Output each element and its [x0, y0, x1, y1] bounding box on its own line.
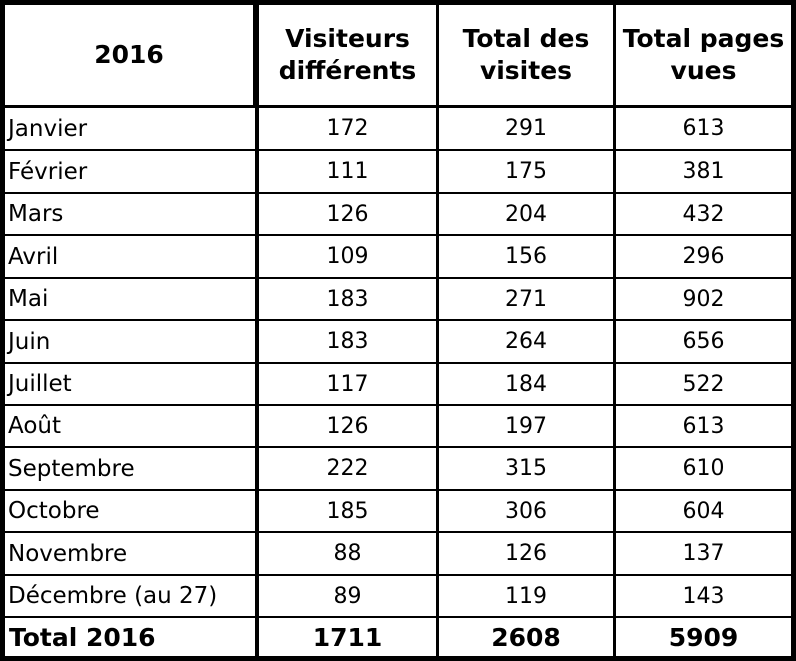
row-12-month: Décembre (au 27): [5, 576, 255, 616]
row-6-pages: 656: [616, 321, 791, 362]
row-10-visits: 306: [439, 491, 613, 531]
row-11-pages: 137: [616, 533, 791, 574]
row-9-visits: 315: [439, 448, 613, 489]
row-6-month: Juin: [5, 321, 255, 362]
header-visits: [439, 5, 613, 105]
row-6-visits: 264: [439, 321, 613, 362]
row-9-month: Septembre: [5, 448, 255, 489]
row-4-visits: 156: [439, 236, 613, 277]
row-7-pages: 522: [616, 364, 791, 404]
row-11-month: Novembre: [5, 533, 255, 574]
row-5-month: Mai: [5, 279, 255, 319]
header-visitors: [259, 5, 436, 105]
row-10-pages: 604: [616, 491, 791, 531]
row-7-visitors: 117: [259, 364, 436, 404]
header-year-text: 2016: [94, 40, 164, 69]
row-11-visitors: 88: [259, 533, 436, 574]
header-visits-line1: Total des: [462, 24, 590, 53]
header-visitors-line1: Visiteurs: [285, 24, 410, 53]
header-year: [5, 5, 253, 105]
row-8-pages: 613: [616, 406, 791, 446]
row-12-pages: 143: [616, 576, 791, 616]
row-2-visitors: 111: [259, 151, 436, 192]
row-9-pages: 610: [616, 448, 791, 489]
row-3-pages: 432: [616, 194, 791, 234]
row-1-visits: 291: [439, 108, 613, 149]
row-1-month: Janvier: [5, 108, 255, 149]
total-visits: 2608: [439, 618, 613, 656]
row-3-visitors: 126: [259, 194, 436, 234]
header-visitors-line2: différents: [278, 56, 417, 85]
row-4-month: Avril: [5, 236, 255, 277]
row-5-visits: 271: [439, 279, 613, 319]
row-2-visits: 175: [439, 151, 613, 192]
row-8-month: Août: [5, 406, 255, 446]
header-pages: [616, 5, 791, 105]
header-pages-line2: vues: [670, 56, 737, 85]
row-3-visits: 204: [439, 194, 613, 234]
header-visits-line2: visites: [479, 56, 573, 85]
row-2-month: Février: [5, 151, 255, 192]
row-1-visitors: 172: [259, 108, 436, 149]
row-2-pages: 381: [616, 151, 791, 192]
row-5-pages: 902: [616, 279, 791, 319]
total-visitors: 1711: [259, 618, 436, 656]
row-3-month: Mars: [5, 194, 255, 234]
row-12-visitors: 89: [259, 576, 436, 616]
row-4-pages: 296: [616, 236, 791, 277]
row-4-visitors: 109: [259, 236, 436, 277]
row-5-visitors: 183: [259, 279, 436, 319]
row-7-month: Juillet: [5, 364, 255, 404]
row-8-visits: 197: [439, 406, 613, 446]
row-7-visits: 184: [439, 364, 613, 404]
row-6-visitors: 183: [259, 321, 436, 362]
row-11-visits: 126: [439, 533, 613, 574]
total-pages: 5909: [616, 618, 791, 656]
row-10-visitors: 185: [259, 491, 436, 531]
header-pages-line1: Total pages: [622, 24, 785, 53]
row-12-visits: 119: [439, 576, 613, 616]
row-1-pages: 613: [616, 108, 791, 149]
row-10-month: Octobre: [5, 491, 255, 531]
row-8-visitors: 126: [259, 406, 436, 446]
total-label: Total 2016: [5, 618, 255, 656]
row-9-visitors: 222: [259, 448, 436, 489]
